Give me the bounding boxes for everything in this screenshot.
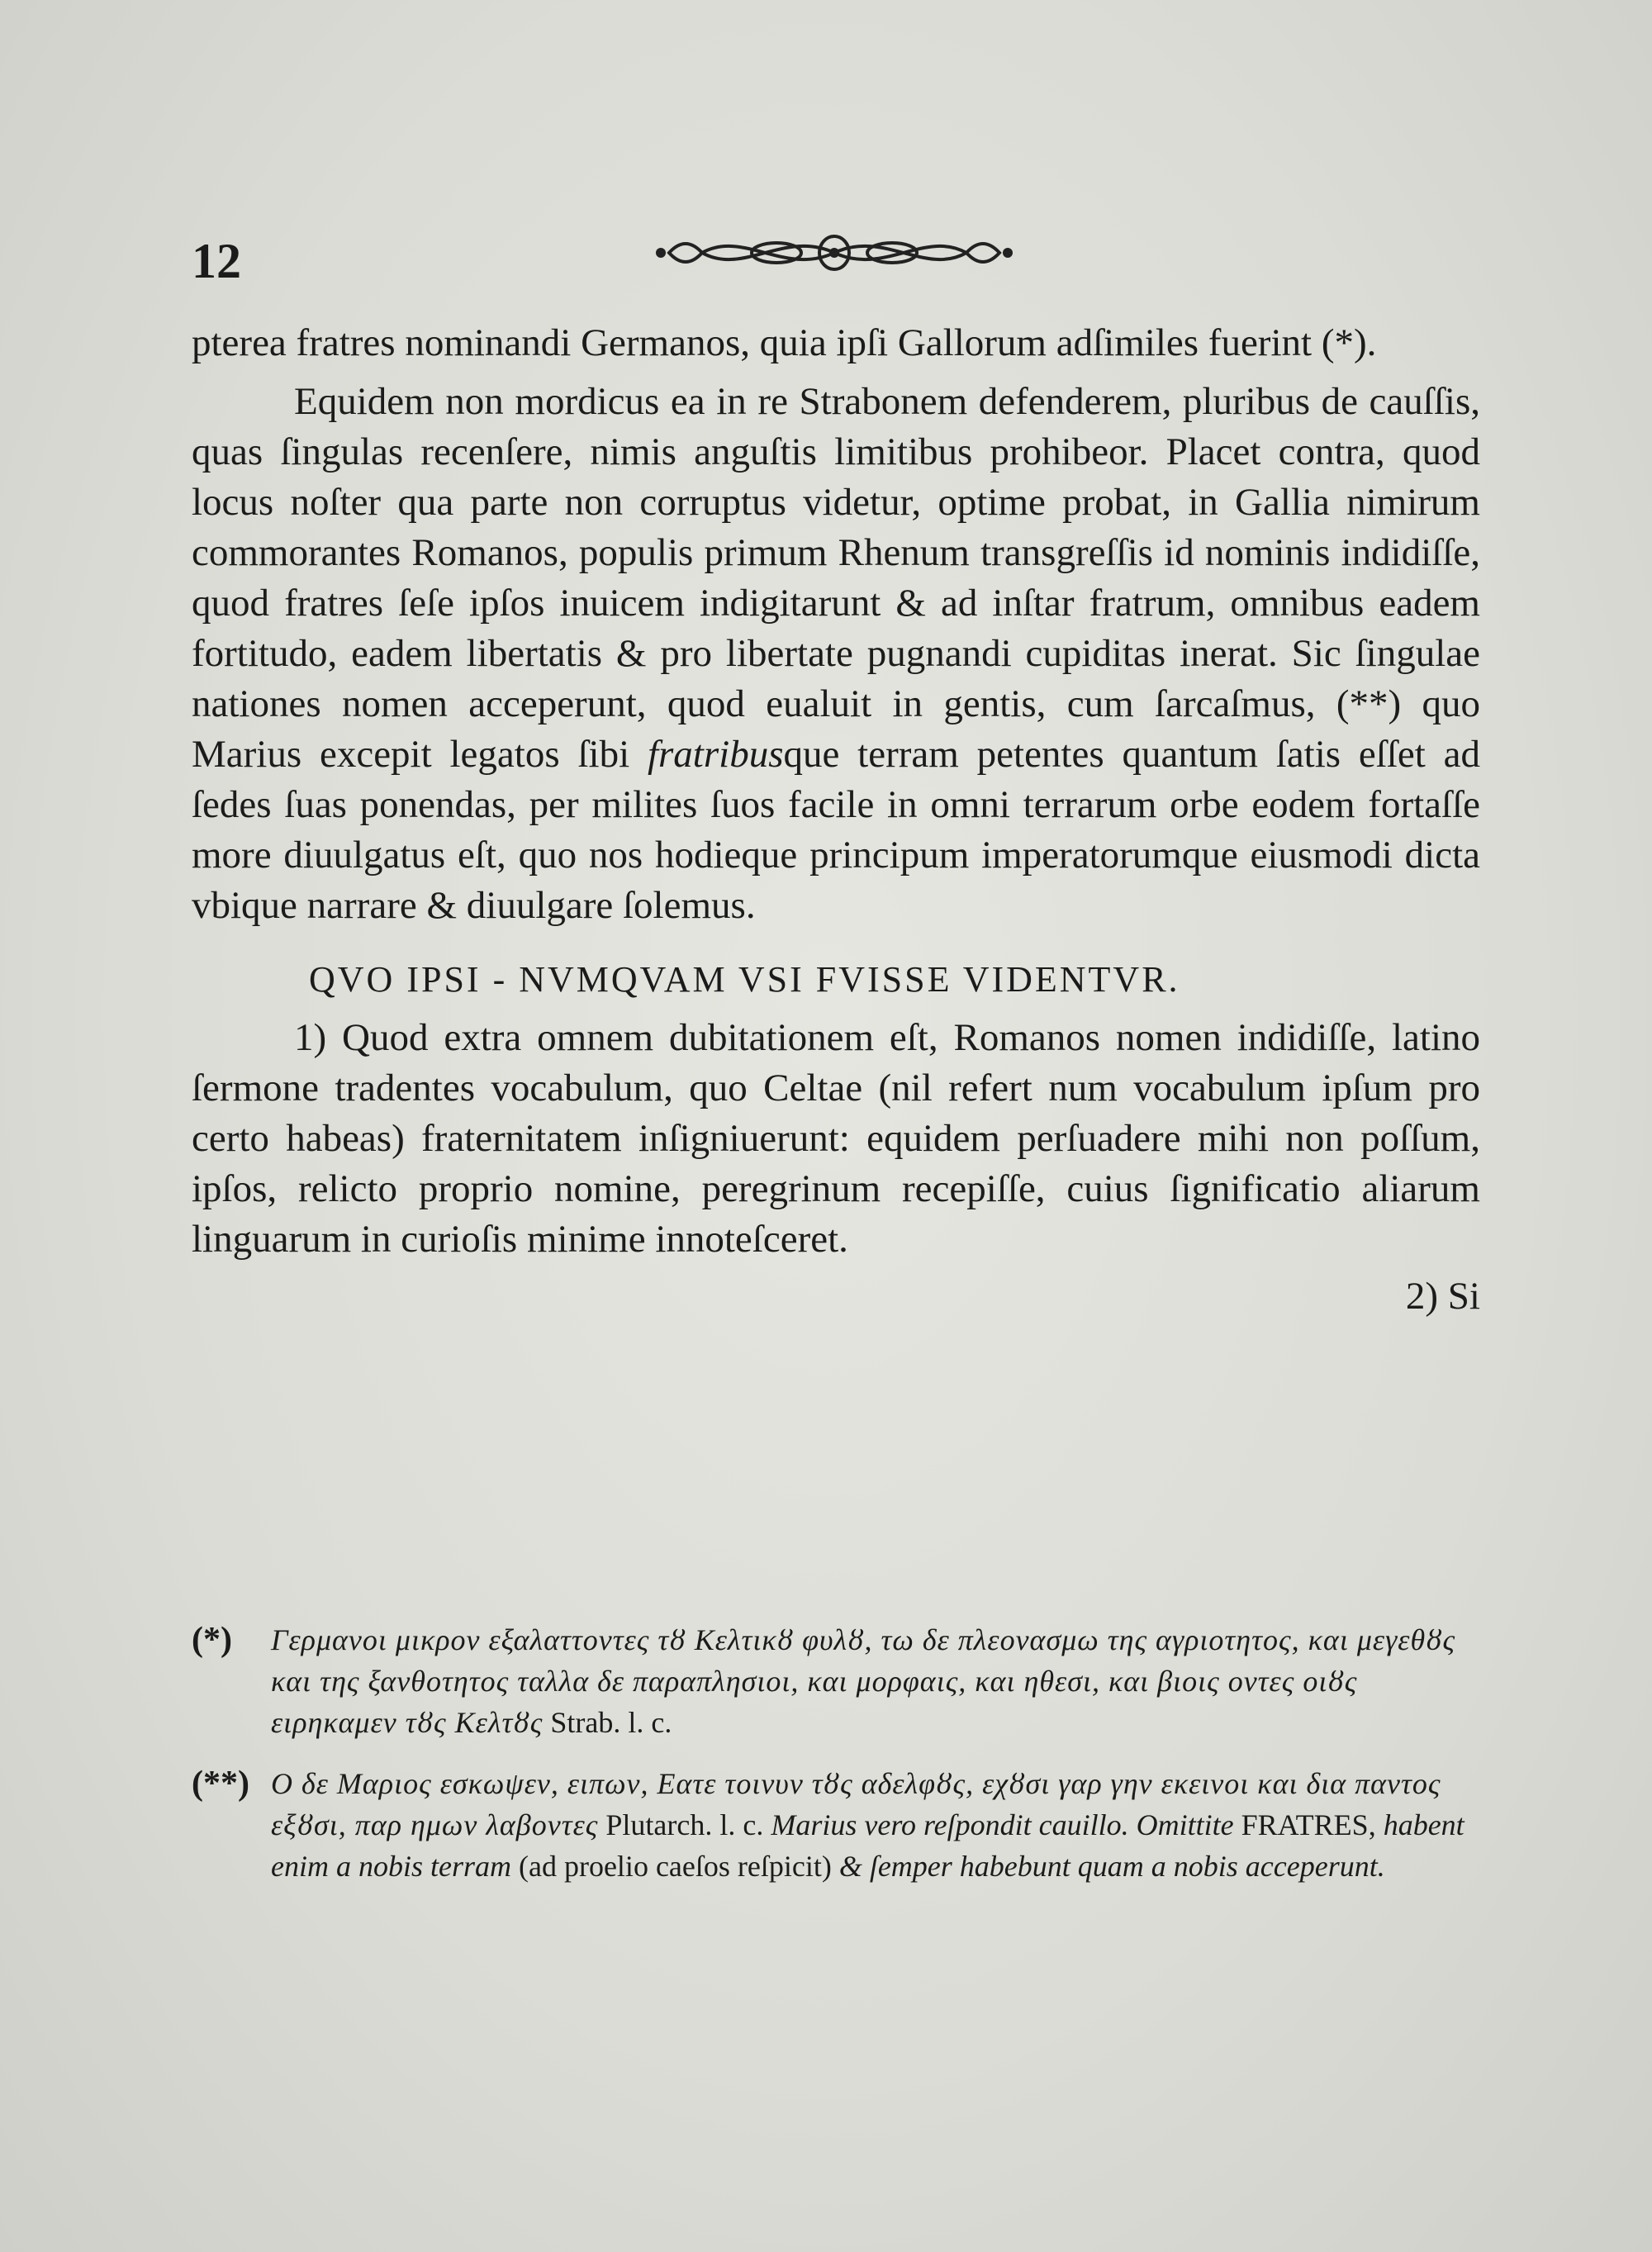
section-heading: QVO IPSI - NVMQVAM VSI FVISSE VIDENTVR. [309,959,1180,1000]
footnote-1 [192,1619,1480,1743]
footnote-2-mark: (**) [192,1765,249,1803]
paragraph-3: 1) Quod extra omnem dubitationem eſt, Romanos nomen indidiſſe, latino ſermone tradentes vocabulum, quo Celtae (nil refert num vocabulum ipſum pro certo habeas) fraternitatem inſigniuerunt: equidem perſuadere mihi non poſſum, ipſos, relicto proprio nomine, peregrinum recepiſſe, cuius ſignificatio aliarum linguarum in curioſis minime innoteſceret. [192,1016,1480,1261]
catchword: 2) Si [1405,1275,1480,1318]
footnote-2-latin-b: habent enim a nobis terram [271,1808,1464,1883]
footnote-2-roman: (ad proelio caeſos reſpicit) [519,1850,832,1883]
footnote-2-greek: Ο δε Μαριος εσκωψεν, ειπων, Εατε τοινυν τȣς αδελφȣς, εχȣσι γαρ γην εκεινοι και δια παντος εξȣσι, παρ ημων λαβοντες [271,1767,1441,1841]
paragraph-2-text: Equidem non mordicus ea in re Strabonem defenderem, pluribus de cauſſis, quas ſingulas recenſere, nimis anguſtis limitibus prohibeor. Placet contra, quod locus noſter qua parte non corruptus videtur, optime probat, in Gallia nimirum commorantes Romanos, populis primum Rhenum transgreſſis id nominis indidiſſe, quod fratres ſeſe ipſos inuicem indigitarunt & ad inſtar fratrum, omnibus eadem fortitudo, eadem libertatis & pro libertate pugnandi cupiditas inerat. Sic ſingulae nationes nomen acceperunt, quod eualuit in gentis, cum ſarcaſmus, (**) quo Marius excepit legatos ſibi [192,380,1480,776]
paragraph-2 [192,377,1480,931]
footnotes [192,1619,1480,1907]
main-text [192,318,1480,1322]
footnote-2-reference: Plutarch. l. c. [605,1808,764,1841]
paragraph-2-italic: fratribus [647,733,784,776]
ornament-vignette-icon [653,228,1016,278]
footnote-1-reference: Strab. l. c. [550,1706,672,1739]
footnote-2-latin-c: & ſemper habebunt quam a nobis acceperunt. [838,1850,1385,1883]
footnote-1-mark: (*) [192,1621,232,1659]
footnote-1-greek: Γερμανοι μικρον εξαλαττοντες τȣ Κελτικȣ φυλȣ, τω δε πλεονασμω της αγριοτητος, και μεγεθȣς και της ξανθοτητος ταλλα δε παραπλησιοι, και μορφαις, και ηθεσι, και βιοις οντες οιȣς ειρηκαμεν τȣς Κελτȣς [271,1623,1456,1739]
footnote-2-latin-a: Marius vero reſpondit cauillo. Omittite [771,1808,1234,1841]
footnote-2-caps: FRATRES, [1241,1808,1376,1841]
page-number: 12 [192,234,241,288]
paragraph-1: pterea fratres nominandi Germanos, quia ipſi Gallorum adſimiles fuerint (*). [192,321,1377,364]
paragraph-2-end: que terram petentes quantum ſatis eſſet ad ſedes ſuas ponendas, per milites ſuos facile in omni terrarum orbe eodem fortaſſe more diuulgatus eſt, quo nos hodieque principum imperatorumque eiusmodi dicta vbique narrare & diuulgare ſolemus. [192,733,1480,927]
footnote-2 [192,1763,1480,1887]
